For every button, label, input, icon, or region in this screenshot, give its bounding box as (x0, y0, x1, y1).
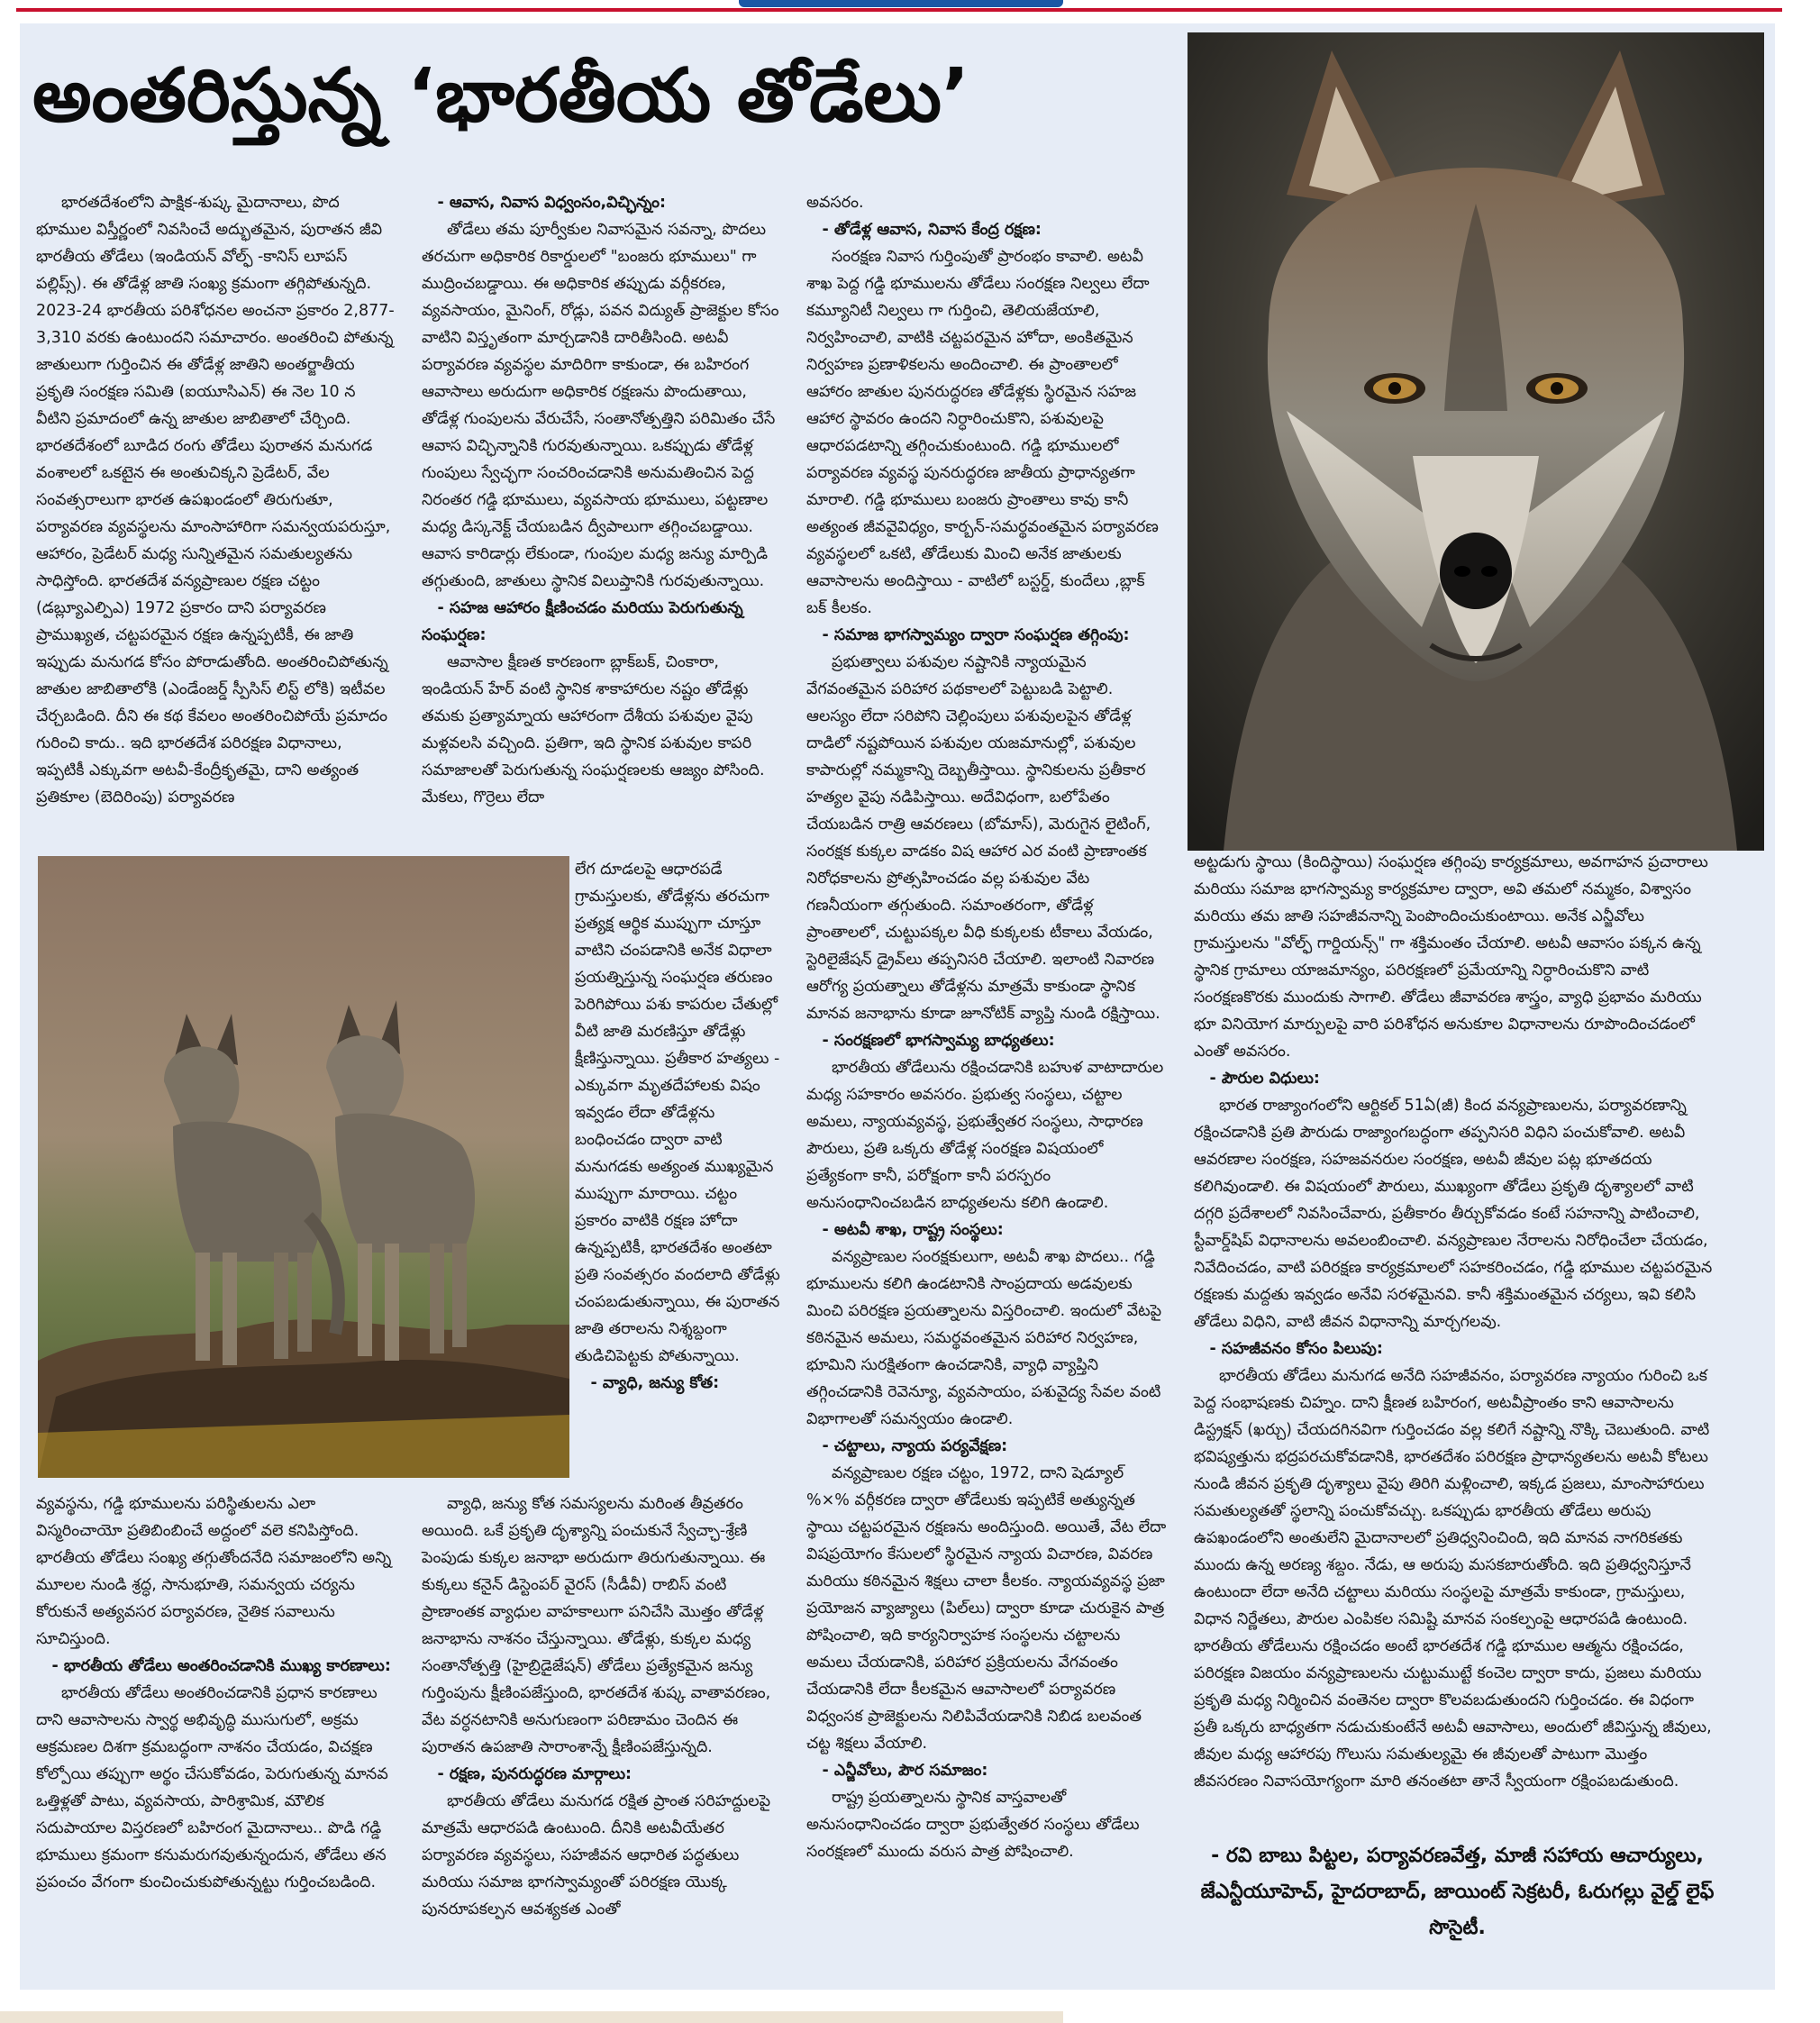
two-wolves-on-rock-photo (38, 856, 569, 1478)
body-paragraph: భారతీయ తోడేలు మనుగడ అనేది సహజీవనం, పర్యావరణ న్యాయం గురించి ఒక పెద్ద సంభాషణకు చిహ్నం. దాని క్షీణత బహిరంగ, అటవీప్రాంతం కాని ఆవాసాలను డిస్ట్రక్షన్ (ఖర్చు) చేయదగినవిగా గుర్తించడం వల్ల కలిగే నష్టాన్ని నొక్కి చెబుతుంది. వాటి భవిష్యత్తును భద్రపరచుకోవడానికి, భారతదేశం పరిరక్షణ ప్రాధాన్యతలను అటవీ కోటలు నుండి జీవన ప్రకృతి దృశ్యాలు వైపు తిరిగి మళ్లించాలి, ఇక్కడ ప్రజలు, మాంసాహారులు సమతుల్యతతో స్థలాన్ని పంచుకోవచ్చు. ఒకప్పుడు భారతీయ తోడేలు అరుపు ఉపఖండంలోని అంతులేని మైదానాలలో ప్రతిధ్వనించింది, ఇది మానవ నాగరికతకు ముందు ఉన్న అరణ్య శబ్దం. నేడు, ఆ అరుపు మసకబారుతోంది. ఇది ప్రతిధ్వనిస్తూనే ఉంటుందా లేదా అనేది చట్టాలు మరియు సంస్థలపై మాత్రమే కాకుండా, గ్రామస్తులు, విధాన నిర్ణేతలు, పౌరుల ఎంపికల సమిష్టి మానవ సంకల్పంపై ఆధారపడి ఉంటుంది. భారతీయ తోడేలును రక్షించడం అంటే భారతదేశ గడ్డి భూముల ఆత్మను రక్షించడం, పరిరక్షణ విజయం వన్యప్రాణులను చుట్టుముట్టే కంచెల ద్వారా కాదు, ప్రజలు మరియు ప్రకృతి మధ్య నిర్మించిన వంతెనల ద్వారా కొలవబడుతుందని గుర్తించడం. ఈ విధంగా ప్రతీ ఒక్కరు బాధ్యతగా నడుచుకుంటేనే అటవీ ఆవాసాలు, అందులో జీవిస్తున్న జీవులు, జీవుల మధ్య ఆహారపు గొలుసు సమతుల్యమై ఈ జీవులతో పాటుగా మొత్తం జీవసరణం నివాసయోగ్యంగా మారి తనంతటా తానే స్వీయంగా రక్షింపబడుతుంది. (1194, 1367, 1712, 1791)
author-byline: - రవి బాబు పిట్టల, పర్యావరణవేత్త, మాజీ సహాయ ఆచార్యులు, జేఎన్టీయూహెచ్, హైదరాబాద్, జాయింట్ సెక్రటరీ, ఓరుగల్లు వైల్డ్ లైఫ్ సొసైటీ. (1200, 1845, 1715, 1939)
two-wolves-illustration (38, 856, 569, 1478)
masthead-fragment (739, 0, 1063, 7)
body-paragraph: లేగ దూడలపై ఆధారపడే గ్రామస్తులకు, తోడేళ్లను తరచుగా ప్రత్యక్ష ఆర్థిక ముప్పుగా చూస్తూ వాటిని చంపడానికి అనేక విధాలా ప్రయత్నిస్తున్న సంఘర్షణ తరుణం పెరిగిపోయి పశు కాపరుల చేతుల్లో వీటి జాతి మరణిస్తూ తోడేళ్లు క్షీణిస్తున్నాయి. ప్రతీకార హత్యలు - ఎక్కువగా మృతదేహాలకు విషం ఇవ్వడం లేదా తోడేళ్లను బంధించడం ద్వారా వాటి మనుగడకు అత్యంత ముఖ్యమైన ముప్పుగా మారాయి. చట్టం ప్రకారం వాటికి రక్షణ హోదా ఉన్నప్పటికీ, భారతదేశం అంతటా ప్రతి సంవత్సరం వందలాది తోడేళ్లు చంపబడుతున్నాయి, ఈ పురాతన జాతి తరాలను నిశ్శబ్దంగా తుడిచిపెట్టకు పోతున్నాయి. (575, 861, 780, 1365)
section-heading: - సంరక్షణలో భాగస్వామ్య బాధ్యతలు: (822, 1032, 1055, 1050)
section-heading: - చట్టాలు, న్యాయ పర్యవేక్షణ: (822, 1437, 1008, 1455)
body-paragraph: వన్యప్రాణుల సంరక్షకులుగా, అటవీ శాఖ పొదలు.. గడ్డి భూములను కలిగి ఉండటానికి సాంప్రదాయ అడవులకు మించి పరిరక్షణ ప్రయత్నాలను విస్తరించాలి. ఇందులో వేటపై కఠినమైన అమలు, సమర్థవంతమైన పరిహార నిర్వహణ, భూమిని సురక్షితంగా ఉంచడానికి, వ్యాధి వ్యాప్తిని తగ్గించడానికి రెవెన్యూ, వ్యవసాయం, పశువైద్య సేవల వంటి విభాగాలతో సమన్వయం ఉండాలి. (806, 1248, 1162, 1428)
column-2-top (422, 189, 782, 811)
body-paragraph: వ్యవస్థను, గడ్డి భూములను పరిస్థితులను ఎలా విస్మరించాయో ప్రతిబింబించే అద్దంలో వలె కనిపిస్తోంది. భారతీయ తోడేలు సంఖ్య తగ్గుతోందనేది సమాజంలోని అన్ని మూలల నుండి శ్రద్ధ, సానుభూతి, సమన్వయ చర్యను కోరుకునే అత్యవసర పర్యావరణ, నైతిక సవాలును సూచిస్తుంది. (36, 1495, 392, 1648)
section-heading: - అటవీ శాఖ, రాష్ట్ర సంస్థలు: (822, 1221, 1004, 1239)
column-4 (1194, 849, 1716, 1795)
section-heading: - రక్షణ, పునరుద్ధరణ మార్గాలు: (437, 1765, 632, 1783)
wolf-closeup-photo (1188, 32, 1764, 851)
section-heading: - ఆవాస, నివాస విధ్వంసం,విచ్ఛిన్నం: (437, 194, 667, 212)
article-headline: అంతరిస్తున్న ‘భారతీయ తోడేలు’ (32, 53, 970, 139)
column-2-narrow (575, 856, 782, 1397)
body-paragraph: అవసరం. (806, 194, 864, 212)
column-1-bottom (36, 1490, 395, 1896)
intro-paragraph: భారతదేశంలోని పాక్షిక-శుష్క మైదానాలు, పొద భూముల విస్తీర్ణంలో నివసించే అద్భుతమైన, పురాతన జీవి భారతీయ తోడేలు (ఇండియన్ వోల్ఫ్ -కానిస్ లూపస్ పల్లిప్స్). ఈ తోడేళ్ల జాతి సంఖ్య క్రమంగా తగ్గిపోతున్నది. 2023-24 భారతీయ పరిశోధనల అంచనా ప్రకారం 2,877-3,310 వరకు ఉంటుందని సమాచారం. అంతరించి పోతున్న జాతులుగా గుర్తించిన ఈ తోడేళ్ల జాతిని అంతర్జాతీయ ప్రకృతి సంరక్షణ సమితి (ఐయూసిఎన్) ఈ నెల 10 న వీటిని ప్రమాదంలో ఉన్న జాతుల జాబితాలో చేర్చింది. భారతదేశంలో బూడిద రంగు తోడేలు పురాతన మనుగడ వంశాలలో ఒకటైన ఈ అంతుచిక్కని ప్రెడేటర్, వేల సంవత్సరాలుగా భారత ఉపఖండంలో తిరుగుతూ, పర్యావరణ వ్యవస్థలను మాంసాహారిగా సమన్వయపరుస్తూ, ఆహారం, ప్రెడేటర్ మధ్య సున్నితమైన సమతుల్యతను సాధిస్తోంది. భారతదేశ వన్యప్రాణుల రక్షణ చట్టం (డబ్ల్యూఎల్పిఎ) 1972 ప్రకారం దాని పర్యావరణ ప్రాముఖ్యత, చట్టపరమైన రక్షణ ఉన్నప్పటికీ, ఈ జాతి ఇప్పుడు మనుగడ కోసం పోరాడుతోంది. అంతరించిపోతున్న జాతుల జాబితాలోకి (ఎండేంజర్డ్ స్పీసిస్ లిస్ట్ లోకి) ఇటీవల చేర్చబడింది. దీని ఈ కథ కేవలం అంతరించిపోయే ప్రమాదం గురించి కాదు.. ఇది భారతదేశ పరిరక్షణ విధానాలు, ఇప్పటికీ ఎక్కువగా అటవీ-కేంద్రీకృతమై, దాని అత్యంత ప్రతికూల (బెదిరింపు) పర్యావరణ (36, 194, 395, 806)
column-1-top (36, 189, 395, 811)
body-paragraph: ప్రభుత్వాలు పశువుల నష్టానికి న్యాయమైన వేగవంతమైన పరిహార పథకాలలో పెట్టుబడి పెట్టాలి. ఆలస్యం లేదా సరిపోని చెల్లింపులు పశువులపైన తోడేళ్ల దాడిలో నష్టపోయిన పశువుల యజమానుల్లో, పశువుల కాపారుల్లో నమ్మకాన్ని దెబ్బతీస్తాయి. స్థానికులను ప్రతీకార హత్యల వైపు నడిపిస్తాయి. అదేవిధంగా, బలోపేతం చేయబడిన రాత్రి ఆవరణలు (బోమాస్), మెరుగైన లైటింగ్, సంరక్షక కుక్కల వాడకం విష ఆహార ఎర వంటి ప్రాణాంతక నిరోధకాలను ప్రోత్సహించడం వల్ల పశువుల వేట గణనీయంగా తగ్గుతుంది. సమాంతరంగా, తోడేళ్ల ప్రాంతాలలో, చుట్టుపక్కల వీధి కుక్కలకు టీకాలు వేయడం, స్టెరిలైజేషన్ డ్రైవ్‌లు తప్పనిసరి చేయాలి. ఇలాంటి నివారణ ఆరోగ్య ప్రయత్నాలు తోడేళ్లను మాత్రమే కాకుండా స్థానిక మానవ జనాభాను కూడా జూనోటిక్ వ్యాప్తి నుండి రక్షిస్తాయి. (806, 653, 1160, 1023)
section-heading: - పౌరుల విధులు: (1209, 1070, 1320, 1088)
body-paragraph: భారత రాజ్యాంగంలోని ఆర్టికల్ 51ఏ(జీ) కింద వన్యప్రాణులను, పర్యావరణాన్ని రక్షించడానికి ప్రతి పౌరుడు రాజ్యాంగబద్ధంగా తప్పనిసరి విధిని పంచుకోవాలి. అటవీ ఆవరణాల సంరక్షణ, సహజవనరుల సంరక్షణ, అటవీ జీవుల పట్ల భూతదయ కలిగివుండాలి. ఈ విషయంలో పౌరులు, ముఖ్యంగా తోడేలు ప్రకృతి దృశ్యాలలో వాటి దగ్గరి ప్రదేశాలలో నివసించేవారు, ప్రతీకారం తీర్చుకోవడం కంటే సహనాన్ని పాటించాలి, స్టీవార్డ్‌షిప్ విధానాలను అవలంబించాలి. వన్యప్రాణుల నేరాలను నిరోధించేలా చేయడం, నివేదించడం, వాటి పరిరక్షణ కార్యక్రమాలలో సహకరించడం, గడ్డి భూముల చట్టపరమైన రక్షణకు మద్దతు ఇవ్వడం అనేవి సరళమైనవి. కానీ శక్తిమంతమైన చర్యలు, ఇవి కలిసి తోడేలు విధిని, వాటి జీవన విధానాన్ని మార్చగలవు. (1194, 1097, 1713, 1331)
body-paragraph: ఆవాసాల క్షీణత కారణంగా బ్లాక్‌బక్, చింకారా, ఇండియన్ హేర్ వంటి స్థానిక శాకాహారుల నష్టం తోడేళ్లు తమకు ప్రత్యామ్నాయ ఆహారంగా దేశీయ పశువుల వైపు మళ్లవలసి వచ్చింది. ప్రతిగా, ఇది స్థానిక పశువుల కాపరి సమాజాలతో పెరుగుతున్న సంఘర్షణలకు ఆజ్యం పోసింది. మేకలు, గొర్రెలు లేదా (422, 653, 765, 806)
body-paragraph: భారతీయ తోడేలు అంతరించడానికి ప్రధాన కారణాలు దాని ఆవాసాలను స్వార్థ అభివృద్ధి ముసుగులో, అక్రమ ఆక్రమణల దిశగా క్రమబద్ధంగా నాశనం చేయడం, విచక్షణ కోల్పోయి తప్పుగా అర్థం చేసుకోవడం, పెరుగుతున్న మానవ ఒత్తిళ్లతో పాటు, వ్యవసాయ, పారిశ్రామిక, మౌలిక సదుపాయాల విస్తరణలో బహిరంగ మైదానాలు.. పొడి గడ్డి భూములు క్రమంగా కనుమరుగవుతున్నందున, తోడేలు తన ప్రపంచం వేగంగా కుంచించుకుపోతున్నట్టు గుర్తించబడింది. (36, 1684, 388, 1891)
body-paragraph: రాష్ట్ర ప్రయత్నాలను స్థానిక వాస్తవాలతో అనుసంధానించడం ద్వారా ప్రభుత్వేతర సంస్థలు తోడేలు సంరక్షణలో ముందు వరుస పాత్ర పోషించాలి. (806, 1789, 1140, 1861)
section-heading: - సహజ ఆహారం క్షీణించడం మరియు పెరుగుతున్న సంఘర్షణ: (422, 599, 743, 644)
body-paragraph: అట్టడుగు స్థాయి (కిందిస్థాయి) సంఘర్షణ తగ్గింపు కార్యక్రమాలు, అవగాహన ప్రచారాలు మరియు సమాజ భాగస్వామ్య కార్యక్రమాల ద్వారా, అవి తమలో నమ్మకం, విశ్వాసం మరియు తమ జాతి సహజీవనాన్ని పెంపొందించుకుంటాయి. అనేక ఎన్జీవోలు గ్రామస్తులను "వోల్ఫ్ గార్డియన్స్" గా శక్తిమంతం చేయాలి. అటవీ ఆవాసం పక్కన ఉన్న స్థానిక గ్రామాలు యాజమాన్యం, పరిరక్షణలో ప్రమేయాన్ని నిర్ధారించుకొని వాటి సంరక్షణకొరకు ముందుకు సాగాలి. తోడేలు జీవావరణ శాస్త్రం, వ్యాధి ప్రభావం మరియు భూ వినియోగ మార్పులపై వారి పరిశోధన అనుకూల విధానాలను రూపొందించడంలో ఎంతో అవసరం. (1194, 853, 1708, 1061)
section-heading: - వ్యాధి, జన్యు కోత: (590, 1374, 720, 1392)
body-paragraph: వన్యప్రాణుల రక్షణ చట్టం, 1972, దాని షెడ్యూల్ %×% వర్గీకరణ ద్వారా తోడేలుకు ఇప్పటికే అత్యున్నత స్థాయి చట్టపరమైన రక్షణను అందిస్తుంది. అయితే, వేట లేదా విషప్రయోగం కేసులలో స్థిరమైన న్యాయ విచారణ, వివరణ మరియు కఠినమైన శిక్షలు చాలా కీలకం. న్యాయవ్యవస్థ ప్రజా ప్రయోజన వ్యాజ్యాలు (పిల్‌లు) ద్వారా కూడా చురుకైన పాత్ర పోషించాలి, ఇది కార్యనిర్వాహక సంస్థలను చట్టాలను అమలు చేయడానికి, పరిహార ప్రక్రియలను వేగవంతం చేయడానికి లేదా కీలకమైన ఆవాసాలలో పర్యావరణ విధ్వంసక ప్రాజెక్టులను నిలిపివేయడానికి నిబిడ బలవంత చట్ట శిక్షలు వేయాలి. (806, 1464, 1167, 1753)
column-3 (806, 189, 1167, 1865)
body-paragraph: వ్యాధి, జన్యు కోత సమస్యలను మరింత తీవ్రతరం అయింది. ఒకే ప్రకృతి దృశ్యాన్ని పంచుకునే స్వేచ్ఛా-శ్రేణి పెంపుడు కుక్కల జనాభా అరుదుగా తిరుగుతున్నాయి. ఈ కుక్కలు కనైన్ డిస్టెంపర్ వైరస్ (సీడీవీ) రాబిస్ వంటి ప్రాణాంతక వ్యాధుల వాహకాలుగా పనిచేసి మొత్తం తోడేళ్ల జనాభాను నాశనం చేస్తున్నాయి. తోడేళ్లు, కుక్కల మధ్య సంతానోత్పత్తి (హైబ్రిడైజేషన్) తోడేలు ప్రత్యేకమైన జన్యు గుర్తింపును క్షీణింపజేస్తుంది, భారతదేశ శుష్క వాతావరణం, వేట వర్ధనటానికి అనుగుణంగా పరిణామం చెందిన ఈ పురాతన ఉపజాతి సారాంశాన్నే క్షీణింపజేస్తున్నది. (422, 1495, 771, 1756)
section-heading: - ఎన్జీవోలు, పౌర సమాజం: (822, 1762, 988, 1780)
section-heading: - సహజీవనం కోసం పిలుపు: (1209, 1340, 1383, 1358)
wolf-closeup-illustration (1188, 32, 1764, 851)
body-paragraph: తోడేలు తమ పూర్వీకుల నివాసమైన సవన్నా, పొదలు తరచుగా అధికారిక రికార్డులలో "బంజరు భూములు" గా ముద్రించబడ్డాయి. ఈ అధికారిక తప్పుడు వర్గీకరణ, వ్యవసాయం, మైనింగ్, రోడ్లు, పవన విద్యుత్ ప్రాజెక్టుల కోసం వాటిని విస్తృతంగా మార్చడానికి దారితీసింది. అటవీ పర్యావరణ వ్యవస్థల మాదిరిగా కాకుండా, ఈ బహిరంగ ఆవాసాలు అరుదుగా అధికారిక రక్షణను పొందుతాయి, తోడేళ్ల గుంపులను వేరుచేసే, సంతానోత్పత్తిని పరిమితం చేసే ఆవాస విచ్ఛిన్నానికి గురవుతున్నాయి. ఒకప్పుడు తోడేళ్ల గుంపులు స్వేచ్ఛగా సంచరించడానికి అనుమతించిన పెద్ద నిరంతర గడ్డి భూములు, వ్యవసాయ భూములు, పట్టణాల మధ్య డిస్కనెక్ట్ చేయబడిన ద్వీపాలుగా తగ్గించబడ్డాయి. ఆవాస కారిడార్లు లేకుండా, గుంపుల మధ్య జన్యు మార్పిడి తగ్గుతుంది, జాతులు స్థానిక విలుప్తానికి గురవుతున్నాయి. (422, 221, 779, 590)
section-heading: - భారతీయ తోడేలు అంతరించడానికి ముఖ్య కారణాలు: (51, 1657, 391, 1675)
column-2-bottom (422, 1490, 782, 1923)
bottom-strip (0, 2011, 1063, 2023)
section-heading: - తోడేళ్ల ఆవాస, నివాస కేంద్ర రక్షణ: (822, 221, 1042, 239)
section-heading: - సమాజ భాగస్వామ్యం ద్వారా సంఘర్షణ తగ్గింపు: (822, 626, 1130, 644)
top-red-rule (16, 8, 1782, 12)
body-paragraph: భారతీయ తోడేలును రక్షించడానికి బహుళ వాటాదారుల మధ్య సహకారం అవసరం. ప్రభుత్వ సంస్థలు, చట్టాల అమలు, న్యాయవ్యవస్థ, ప్రభుత్వేతర సంస్థలు, సాధారణ పౌరులు, ప్రతి ఒక్కరు తోడేళ్ల సంరక్షణ విషయంలో ప్రత్యేకంగా కానీ, పరోక్షంగా కానీ పరస్పరం అనుసంధానించబడిన బాధ్యతలను కలిగి ఉండాలి. (806, 1059, 1164, 1212)
body-paragraph: భారతీయ తోడేలు మనుగడ రక్షిత ప్రాంత సరిహద్దులపై మాత్రమే ఆధారపడి ఉంటుంది. దీనికి అటవీయేతర పర్యావరణ వ్యవస్థలు, సహజీవన ఆధారిత పద్ధతులు మరియు సమాజ భాగస్వామ్యంతో పరిరక్షణ యొక్క పునరూపకల్పన ఆవశ్యకత ఎంతో (422, 1792, 771, 1918)
body-paragraph: సంరక్షణ నివాస గుర్తింపుతో ప్రారంభం కావాలి. అటవీ శాఖ పెద్ద గడ్డి భూములను తోడేలు సంరక్షణ నిల్వలు లేదా కమ్యూనిటీ నిల్వలు గా గుర్తించి, తెలియజేయాలి, నిర్వహించాలి, వాటికి చట్టపరమైన హోదా, అంకితమైన నిర్వహణ ప్రణాళికలను అందించాలి. ఈ ప్రాంతాలలో ఆహారం జాతుల పునరుద్ధరణ తోడేళ్లకు స్థిరమైన సహజ ఆహార స్థావరం ఉందని నిర్ధారించుకొని, పశువులపై ఆధారపడటాన్ని తగ్గించుకుంటుంది. గడ్డి భూములలో పర్యావరణ వ్యవస్థ పునరుద్ధరణ జాతీయ ప్రాధాన్యతగా మారాలి. గడ్డి భూములు బంజరు ప్రాంతాలు కావు కానీ అత్యంత జీవవైవిధ్యం, కార్బన్-సమర్థవంతమైన పర్యావరణ వ్యవస్థలలో ఒకటి, తోడేలుకు మించి అనేక జాతులకు ఆవాసాలను అందిస్తాయి - వాటిలో బస్టర్డ్, కుందేలు ,బ్లాక్ బక్ కీలకం. (806, 248, 1159, 617)
